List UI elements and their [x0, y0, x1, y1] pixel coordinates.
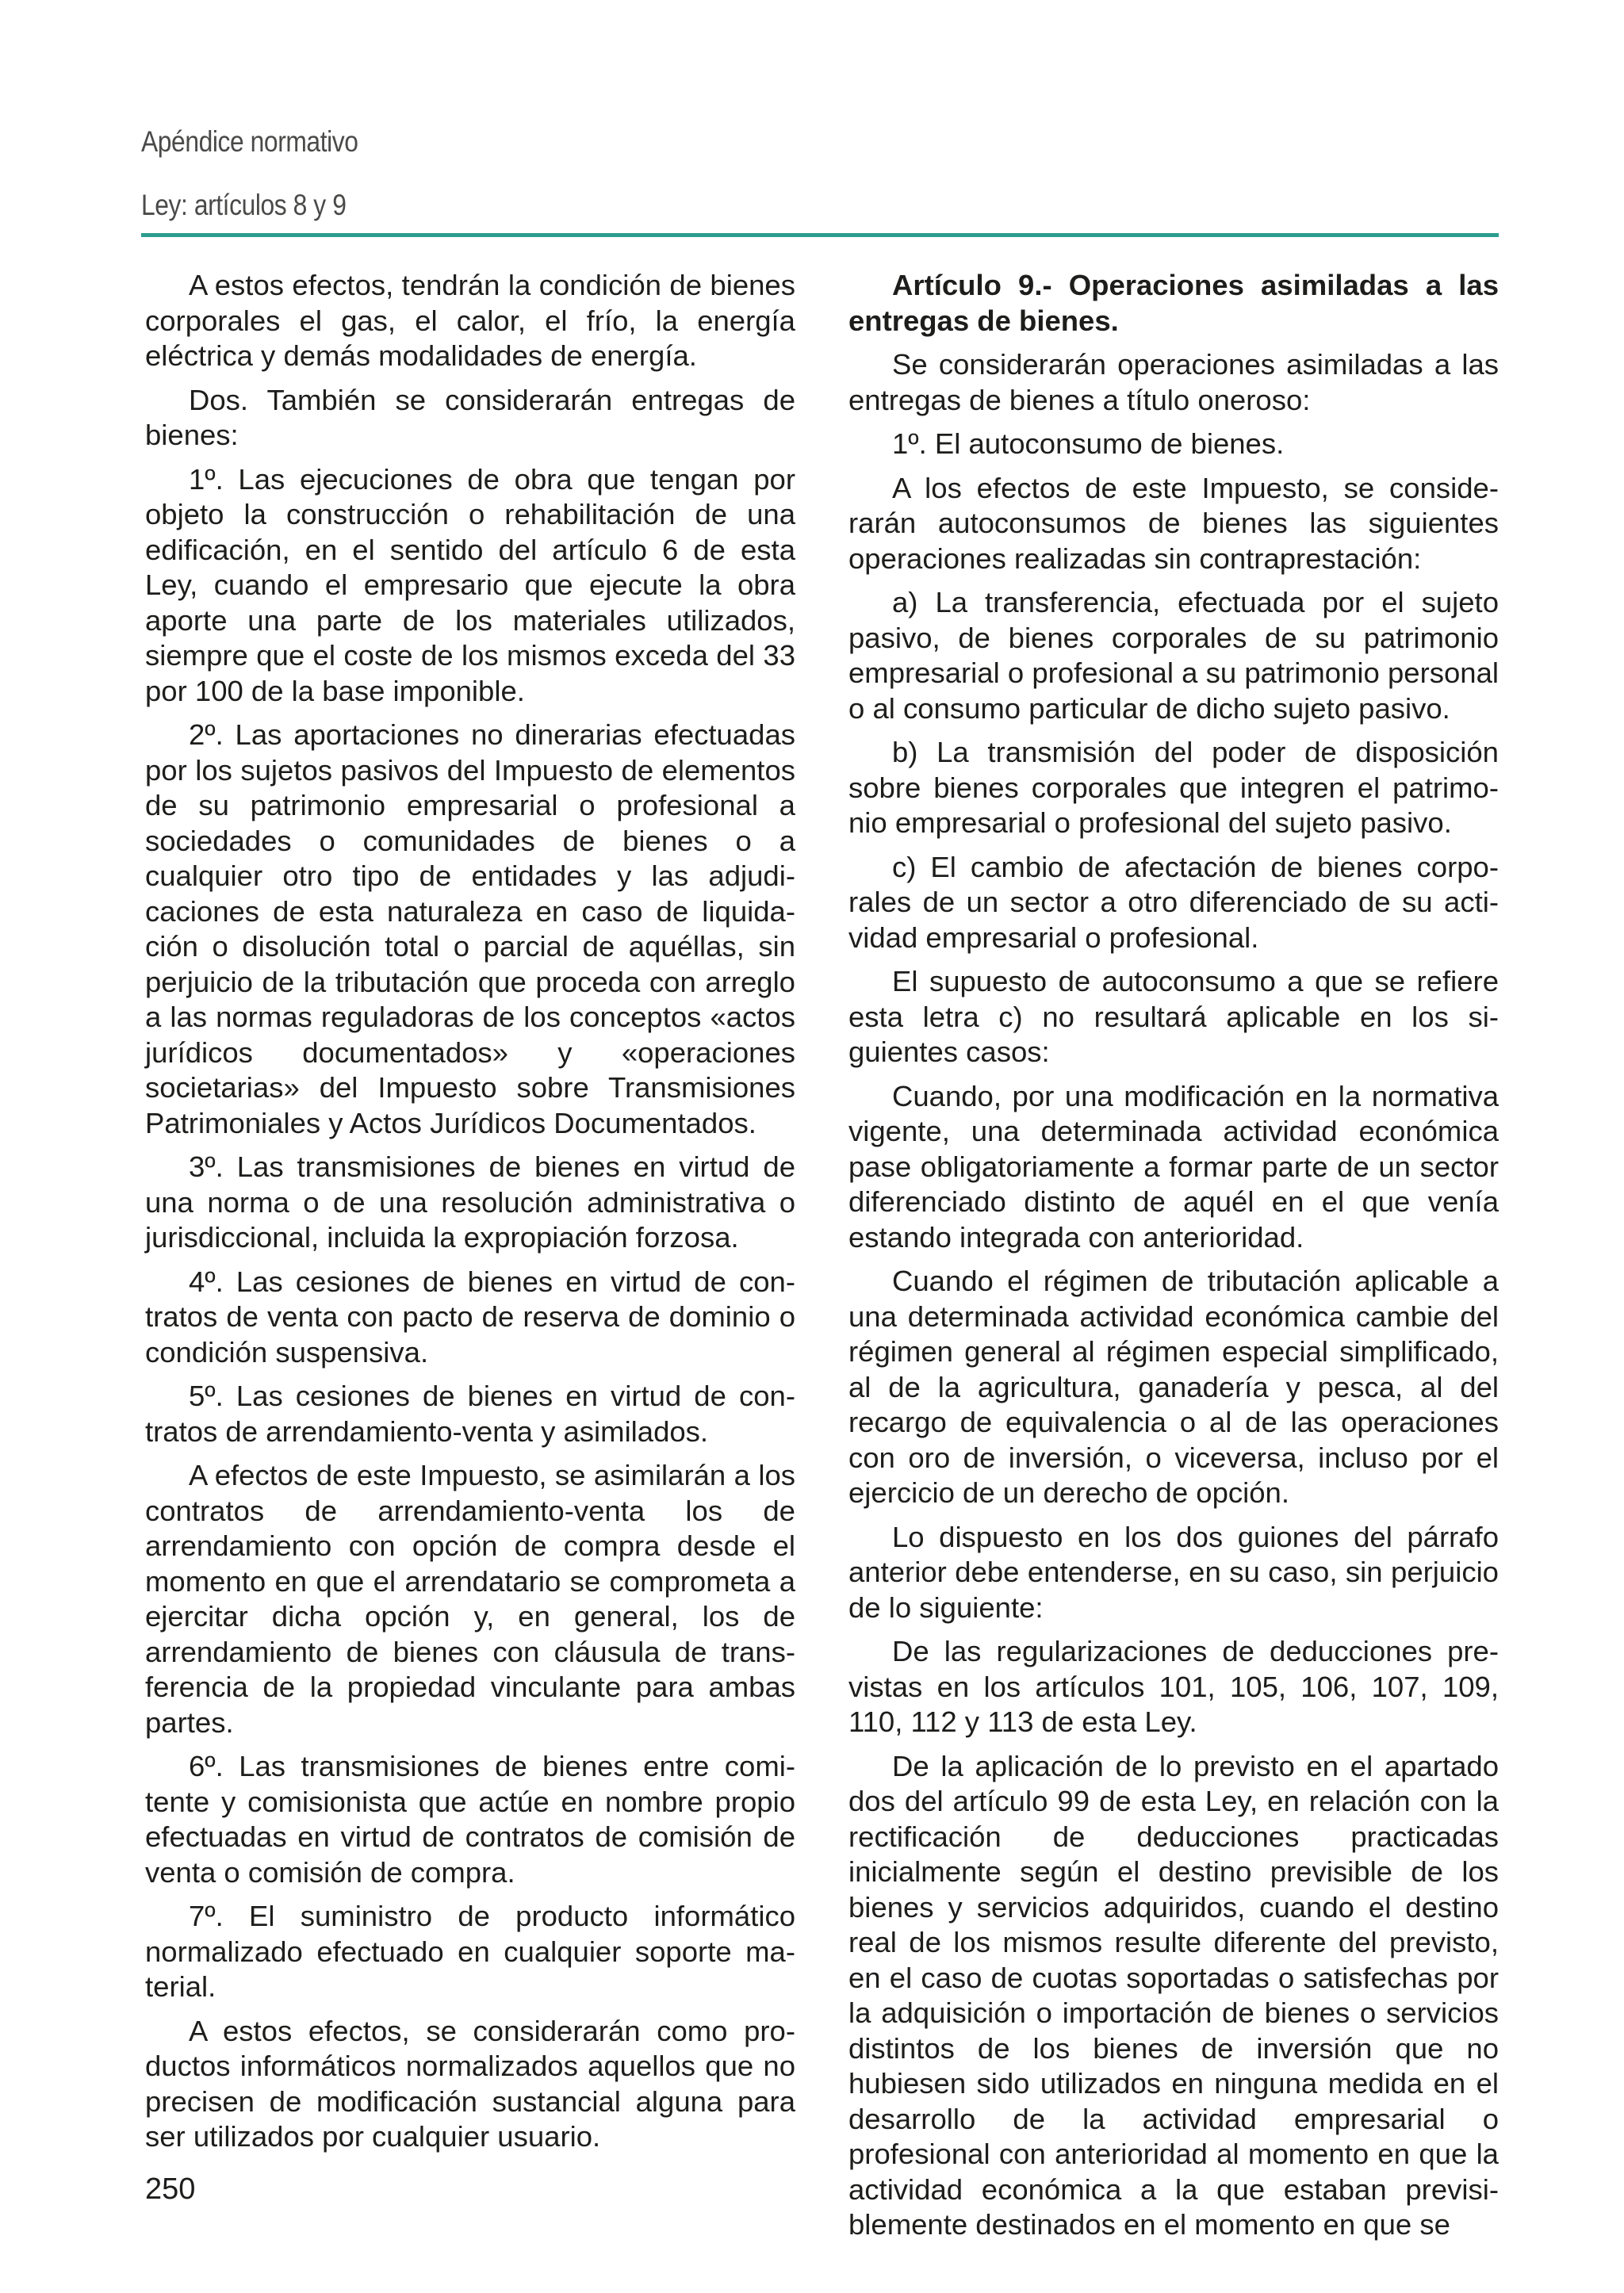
paragraph: A efectos de este Impuesto, se asimilarán a los contratos de arrendamiento-venta los de arrendamiento con opción de compra desde el momento en que el arrendatario se comprometa a ejercitar dicha opción y, en general, los de arrendamiento de bienes con cláusula de transferencia de la propiedad vinculante para ambas partes.	[145, 1459, 795, 1739]
paragraph: 1º. El autoconsumo de bienes.	[892, 427, 1285, 460]
right-column	[848, 268, 1499, 2252]
paragraph: c) El cambio de afectación de bienes corporales de un sector a otro diferenciado de su actividad empresarial o profesional.	[848, 850, 1499, 954]
paragraph: 7º. El suministro de producto informático normalizado efectuado en cualquier soporte material.	[145, 1900, 795, 2003]
running-head-subsection: Ley: artículos 8 y 9	[141, 189, 347, 221]
paragraph: 5º. Las cesiones de bienes en virtud de contratos de arrendamiento-venta y asimilados.	[145, 1380, 795, 1448]
paragraph: 2º. Las aportaciones no dinerarias efectuadas por los sujetos pasivos del Impuesto de elementos de su patrimonio empresarial o profesional a sociedades o comunidades de bienes o a cualquier otro tipo de entidades y las adjudicaciones de esta naturaleza en caso de liquidación o disolución total o parcial de aquéllas, sin perjuicio de la tributación que proceda con arreglo a las normas reguladoras de los conceptos «actos jurídicos documentados» y «operaciones societarias» del Impuesto sobre Transmisiones Patrimoniales y Actos Jurídicos Documentados.	[145, 718, 795, 1139]
paragraph: A estos efectos, tendrán la condición de bienes corporales el gas, el calor, el frío, la energía eléctrica y demás modalidades de energía.	[145, 269, 795, 372]
paragraph: De la aplicación de lo previsto en el apartado dos del artículo 99 de esta Ley, en relación con la rectificación de deducciones practicadas inicialmente según el destino previsible de los bienes y servicios adquiridos, cuando el destino real de los mismos resulte diferente del previsto, en el caso de cuotas soportadas o satisfechas por la adquisición o importación de bienes o servicios distintos de los bienes de inversión que no hubiesen sido utilizados en ninguna medida en el desarrollo de la actividad empresarial o profesional con anterioridad al momento en que la actividad económica a la que estaban previsiblemente destinados en el momento en que se	[848, 1749, 1499, 2241]
running-head-section: Apéndice normativo	[141, 125, 358, 158]
paragraph: Dos. También se considerarán entregas de bienes:	[145, 383, 795, 451]
paragraph: El supuesto de autoconsumo a que se refiere esta letra c) no resultará aplicable en los siguientes casos:	[848, 965, 1499, 1068]
paragraph: 1º. Las ejecuciones de obra que tengan por objeto la construcción o rehabilitación de una edificación, en el sentido del artículo 6 de esta Ley, cuando el empresario que ejecute la obra aporte una parte de los materiales utilizados, siempre que el coste de los mismos exceda del 33 por 100 de la base imponible.	[145, 462, 795, 707]
paragraph: A estos efectos, se considerarán como productos informáticos normalizados aquellos que no precisen de modificación sustancial alguna para ser utilizados por cualquier usuario.	[145, 2014, 795, 2153]
paragraph: b) La transmisión del poder de disposición sobre bienes corporales que integren el patrimonio empresarial o profesional del sujeto pasivo.	[848, 736, 1499, 839]
paragraph: De las regularizaciones de deducciones previstas en los artículos 101, 105, 106, 107, 109, 110, 112 y 113 de esta Ley.	[848, 1635, 1499, 1738]
article-heading: Artículo 9.- Operaciones asimiladas a las entregas de bienes.	[848, 269, 1499, 337]
paragraph: Se considerarán operaciones asimiladas a las entregas de bienes a título oneroso:	[848, 348, 1499, 416]
paragraph: Cuando, por una modificación en la normativa vigente, una determinada actividad económica pase obligatoriamente a formar parte de un sector diferenciado distinto de aquél en el que venía estando integrada con anterioridad.	[848, 1079, 1499, 1254]
paragraph: 3º. Las transmisiones de bienes en virtud de una norma o de una resolución administrativa o jurisdiccional, incluida la expropiación forzosa.	[145, 1150, 795, 1254]
paragraph: 4º. Las cesiones de bienes en virtud de contratos de venta con pacto de reserva de dominio o condición suspensiva.	[145, 1265, 795, 1369]
header-rule	[141, 233, 1499, 237]
paragraph: A los efectos de este Impuesto, se considerarán autoconsumos de bienes las siguientes operaciones realizadas sin contraprestación:	[848, 471, 1499, 575]
page-number: 250	[145, 2172, 196, 2206]
paragraph: a) La transferencia, efectuada por el sujeto pasivo, de bienes corporales de su patrimonio empresarial o profesional a su patrimonio personal o al consumo particular de dicho sujeto pasivo.	[848, 586, 1499, 725]
paragraph: Cuando el régimen de tributación aplicable a una determinada actividad económica cambie del régimen general al régimen especial simplificado, al de la agricultura, ganadería y pesca, al del recargo de equivalencia o al de las operaciones con oro de inversión, o viceversa, incluso por el ejercicio de un derecho de opción.	[848, 1265, 1499, 1509]
paragraph: 6º. Las transmisiones de bienes entre comitente y comisionista que actúe en nombre propio efectuadas en virtud de contratos de comisión de venta o comisión de compra.	[145, 1750, 795, 1889]
paragraph: Lo dispuesto en los dos guiones del párrafo anterior debe entenderse, en su caso, sin perjuicio de lo siguiente:	[848, 1520, 1499, 1624]
left-column	[145, 268, 795, 2164]
